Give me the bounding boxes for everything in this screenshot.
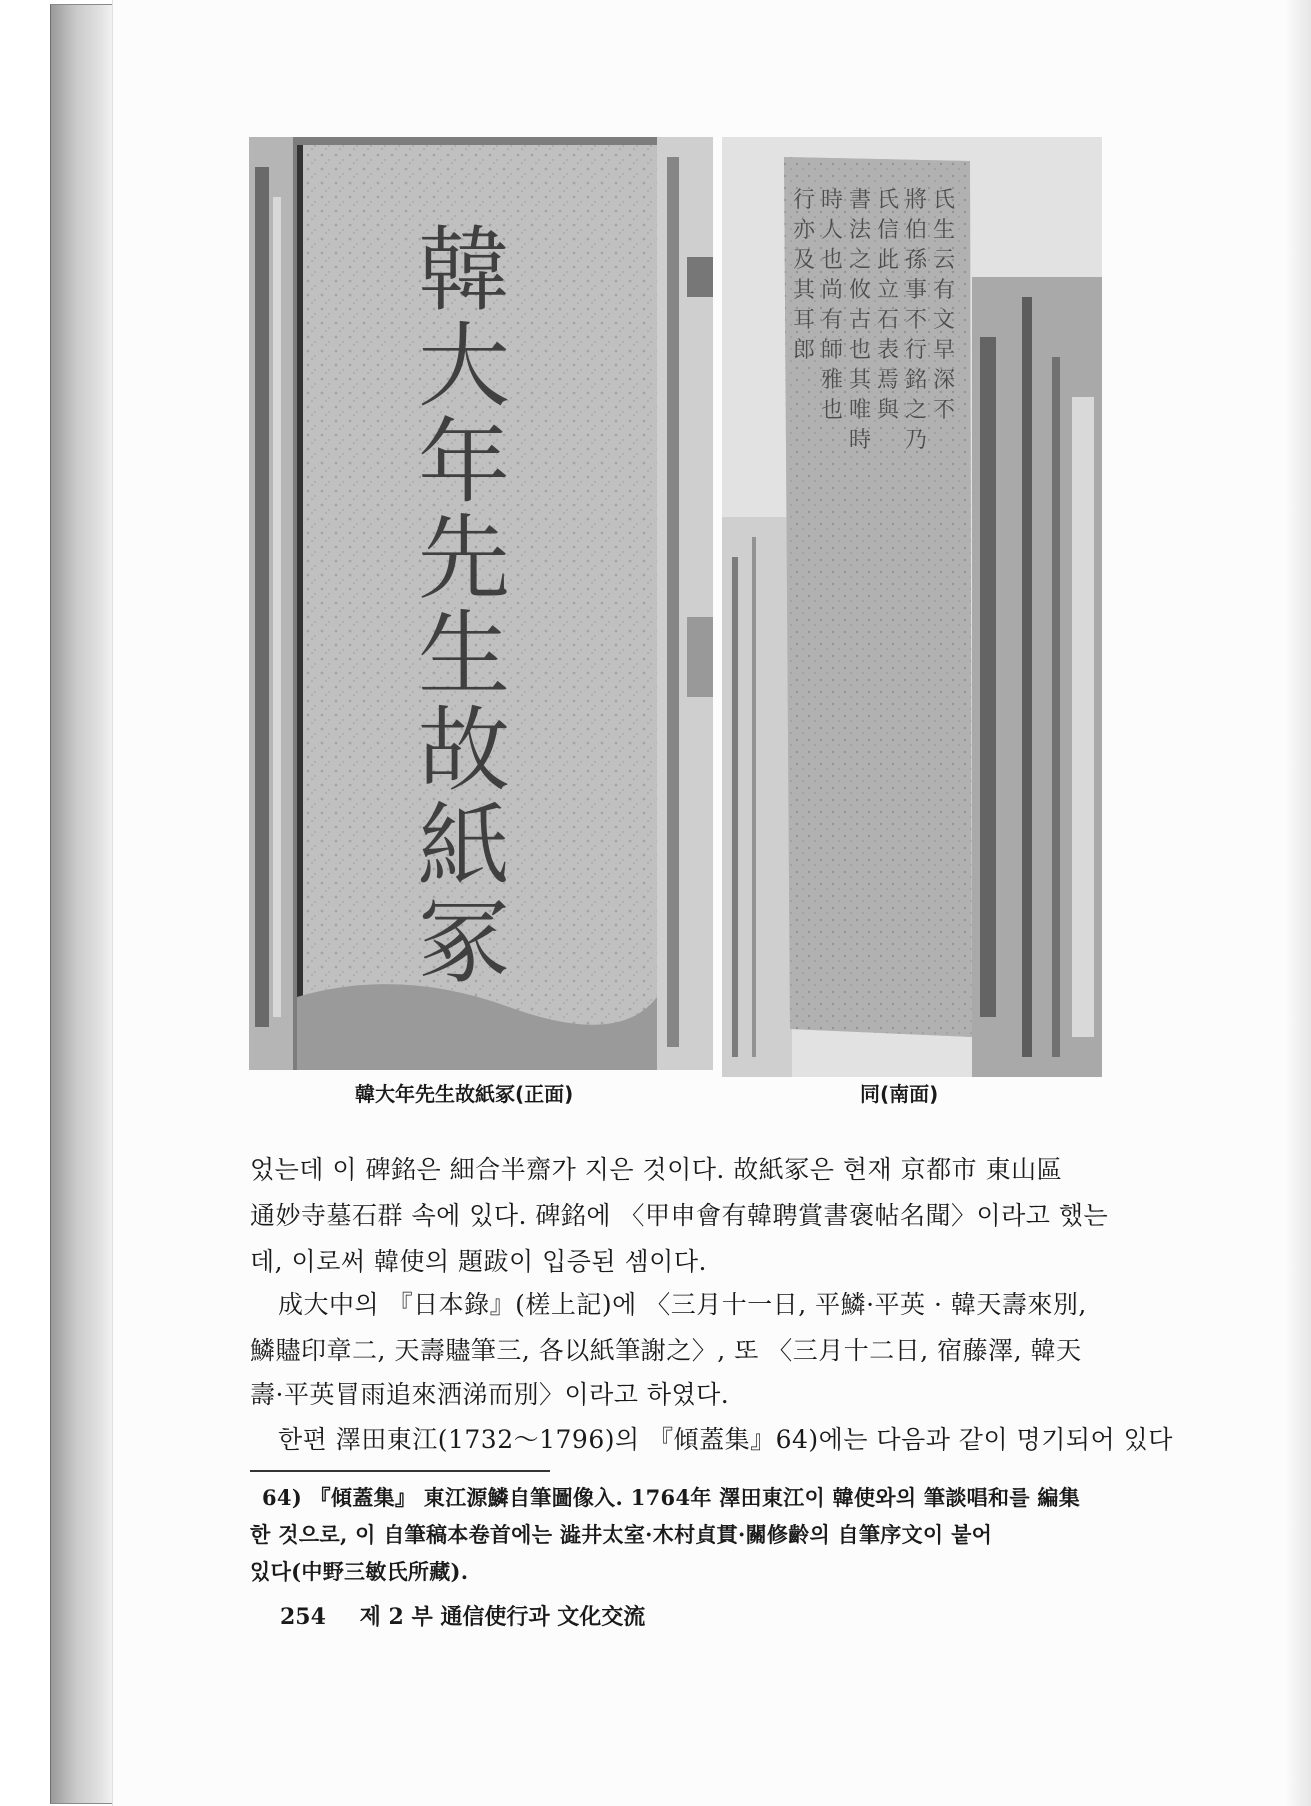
stele-rear-character: 表 <box>876 338 900 363</box>
stele-rear-character: 書 <box>848 188 872 213</box>
stele-rear-character: 深 <box>932 368 956 393</box>
stele-rear-character: 也 <box>820 248 844 273</box>
stele-front-image <box>249 137 713 1070</box>
stele-front-character: 故 <box>417 697 511 804</box>
page-footer <box>280 1600 645 1631</box>
footnote-line-1: 64) 『傾蓋集』 東江源鱗自筆圖像入. 1764年 澤田東江이 韓使와의 筆談唱和를 編集 <box>262 1485 1081 1510</box>
stele-rear-character: 將 <box>904 188 928 213</box>
stele-rear-character: 立 <box>876 278 900 303</box>
book-spine <box>50 4 113 1804</box>
stele-front-character: 大 <box>417 313 511 420</box>
stele-south-image <box>722 137 1102 1077</box>
stele-rear-character: 事 <box>904 278 928 303</box>
stele-rear-character: 雅 <box>820 368 844 393</box>
stele-rear-character: 與 <box>876 398 900 423</box>
body-line-4: 成大中의 『日本錄』(槎上記)에 〈三月十一日, 平鱗·平英 · 韓天壽來別, <box>278 1290 1087 1319</box>
stele-rear-character: 郎 <box>792 338 816 363</box>
stele-rear-character: 伯 <box>904 218 928 243</box>
body-line-6: 壽·平英冒雨追來洒涕而別〉이라고 하였다. <box>250 1380 730 1409</box>
stele-rear-character: 時 <box>820 188 844 213</box>
stele-rear-character: 也 <box>820 398 844 423</box>
stele-rear-character: 其 <box>792 278 816 303</box>
stele-front-character: 冢 <box>417 889 511 996</box>
stele-rear-character: 乃 <box>904 428 928 453</box>
stele-front-character: 先 <box>417 505 511 612</box>
stele-rear-character: 有 <box>820 308 844 333</box>
stele-rear-character: 氏 <box>932 188 956 213</box>
stele-rear-character: 之 <box>848 248 872 273</box>
stele-rear-character: 文 <box>932 308 956 333</box>
stele-rear-character: 耳 <box>792 308 816 333</box>
footnote-divider <box>250 1470 550 1472</box>
stele-rear-character: 人 <box>820 218 844 243</box>
stele-rear-character: 生 <box>932 218 956 243</box>
stele-rear-character: 不 <box>904 308 928 333</box>
stele-front-character: 紙 <box>417 793 511 900</box>
stele-rear-character: 孫 <box>904 248 928 273</box>
footnote-line-3: 있다(中野三敏氏所藏). <box>250 1559 469 1584</box>
body-line-1: 었는데 이 碑銘은 細合半齋가 지은 것이다. 故紙冢은 현재 京都市 東山區 <box>250 1155 1063 1184</box>
stele-rear-character: 早 <box>932 338 956 363</box>
stele-rear-character: 行 <box>904 338 928 363</box>
stele-rear-character: 攸 <box>848 278 872 303</box>
stele-rear-character: 法 <box>848 218 872 243</box>
stele-rear-character: 其 <box>848 368 872 393</box>
stele-rear-character: 信 <box>876 218 900 243</box>
stele-rear-character: 焉 <box>876 368 900 393</box>
stele-rear-character: 也 <box>848 338 872 363</box>
stele-rear-character: 時 <box>848 428 872 453</box>
stele-front-character: 生 <box>417 601 511 708</box>
stele-rear-character: 亦 <box>792 218 816 243</box>
stele-rear-character: 有 <box>932 278 956 303</box>
stele-front-character: 年 <box>417 409 511 516</box>
stele-rear-character: 尚 <box>820 278 844 303</box>
body-line-3: 데, 이로써 韓使의 題跋이 입증된 셈이다. <box>250 1247 707 1276</box>
stele-rear-character: 古 <box>848 308 872 333</box>
stele-rear-character: 之 <box>904 398 928 423</box>
page-right-edge <box>1285 0 1311 1806</box>
stele-south-photo <box>722 137 1102 1077</box>
right-photo-caption: 同(南面) <box>860 1082 939 1106</box>
stele-front-photo <box>249 137 713 1070</box>
stele-front-character: 韓 <box>417 217 511 324</box>
stele-rear-character: 石 <box>876 308 900 333</box>
stele-rear-character: 行 <box>792 188 816 213</box>
stele-rear-character: 唯 <box>848 398 872 423</box>
body-line-7: 한편 澤田東江(1732～1796)의 『傾蓋集』64)에는 다음과 같이 명기되어 있다 <box>278 1425 1173 1454</box>
footnote-line-2: 한 것으로, 이 自筆稿本卷首에는 澁井太室·木村貞貫·關修齡의 自筆序文이 붙어 <box>250 1522 993 1547</box>
stele-rear-character: 不 <box>932 398 956 423</box>
body-line-2: 通妙寺墓石群 속에 있다. 碑銘에 〈甲申會有韓聘賞書褒帖名聞〉이라고 했는 <box>250 1201 1109 1230</box>
stele-rear-character: 云 <box>932 248 956 273</box>
stele-rear-character: 及 <box>792 248 816 273</box>
stele-rear-character: 氏 <box>876 188 900 213</box>
stele-rear-character: 師 <box>820 338 844 363</box>
stele-rear-character: 銘 <box>904 368 928 393</box>
left-photo-caption: 韓大年先生故紙冢(正面) <box>355 1082 574 1106</box>
stele-rear-character: 此 <box>876 248 900 273</box>
body-line-5: 鱗贐印章二, 天壽贐筆三, 各以紙筆謝之〉, 또 〈三月十二日, 宿藤澤, 韓天 <box>250 1336 1082 1365</box>
running-section-title: 제 2 부 通信使行과 文化交流 <box>359 1604 646 1630</box>
page-number: 254 <box>280 1604 326 1630</box>
